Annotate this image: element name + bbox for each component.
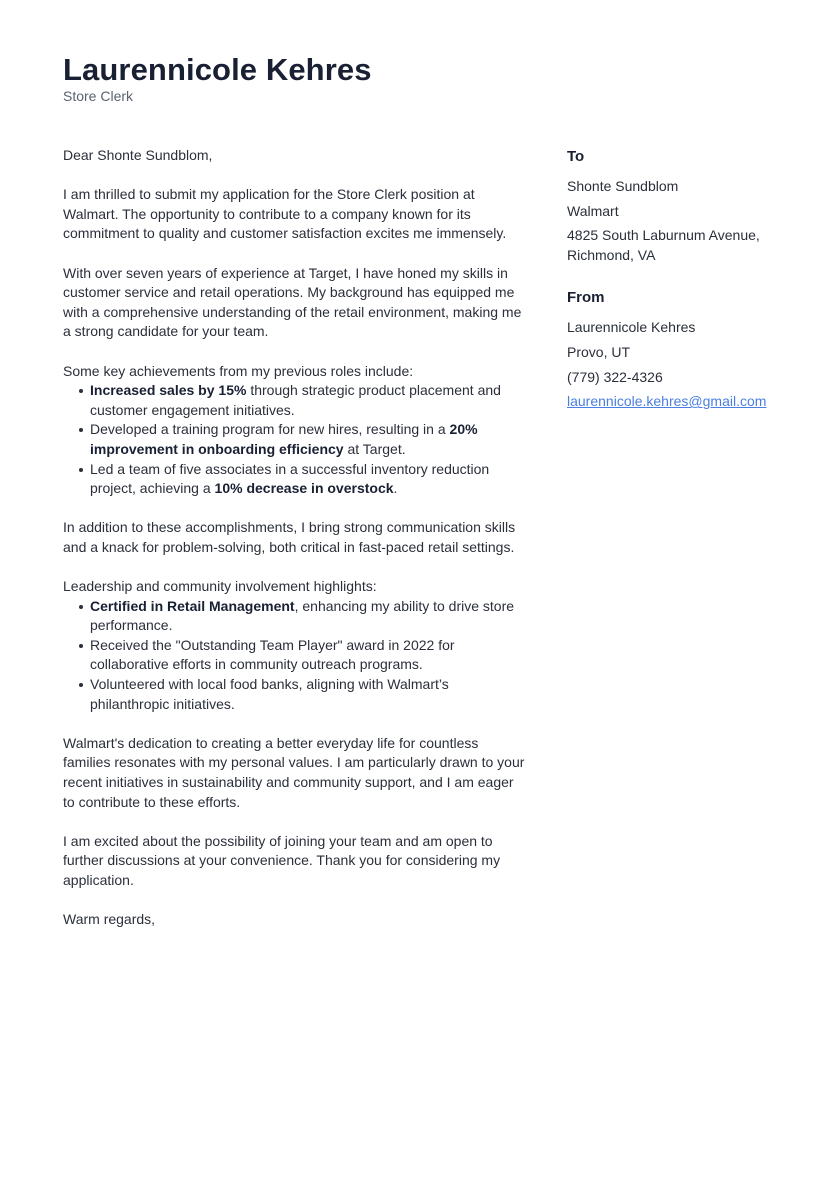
sender-heading: From [567,289,605,307]
recipient-name: Shonte Sundblom [567,178,679,194]
achievement-item [90,460,525,499]
leadership-item [90,597,525,636]
achievement-text: . [393,480,398,497]
recipient-address: 4825 South Laburnum Avenue, Richmond, VA [567,227,760,263]
achievement-text: Led a team of five associates in a successful inventory reduction project, achieving a [90,460,490,497]
applicant-job-title: Store Clerk [63,88,134,104]
sender-email-link[interactable]: laurennicole.kehres@gmail.com [567,393,767,410]
recipient-company: Walmart [567,202,619,219]
achievement-highlight: 20% improvement in onboarding efficiency [90,421,478,457]
achievement-item [90,381,525,420]
paragraph-values: Walmart's dedication to creating a better everyday life for countless families resonates with my personal values. I am particularly drawn to your recent initiatives in sustainability and community support, and I am eager to contribute to these efforts. [63,734,525,810]
letter-header [63,52,372,104]
paragraph-intro: I am thrilled to submit my application for the Store Clerk position at Walmart. The opportunity to contribute to a company known for its commitment to quality and customer satisfaction excites me immensely. [63,186,507,242]
leadership-item [90,636,525,675]
leadership-text: Volunteered with local food banks, aligning with Walmart’s philanthropic initiatives. [90,676,449,712]
achievements-intro: Some key achievements from my previous roles include: [63,362,414,379]
achievement-item [90,420,525,459]
applicant-name: Laurennicole Kehres [63,52,372,87]
leadership-highlight: Certified in Retail Management [90,597,295,614]
letter-body [63,146,525,949]
leadership-item [90,675,525,714]
achievement-text: through strategic product placement and customer engagement initiatives. [90,382,501,418]
achievement-highlight: 10% decrease in overstock [214,480,394,497]
achievement-text: at Target. [343,440,406,457]
achievement-highlight: Increased sales by 15% [90,382,247,399]
paragraph-skills: In addition to these accomplishments, I bring strong communication skills and a knack for problem-solving, both critical in fast-paced retail settings. [63,519,516,555]
paragraph-experience: With over seven years of experience at Target, I have honed my skills in customer service and retail operations. My background has equipped me with a comprehensive understanding of the retail environment, making me a strong candidate for your team. [63,264,522,340]
leadership-text: , enhancing my ability to drive store performance. [90,597,515,634]
recipient-heading: To [567,148,585,165]
leadership-text: Received the "Outstanding Team Player" award in 2022 for collaborative efforts in community outreach programs. [90,636,455,673]
contact-sidebar [567,146,787,434]
sender-location: Provo, UT [567,343,631,360]
paragraph-closing: I am excited about the possibility of joining your team and am open to further discussions at your convenience. Thank you for considering my application. [63,832,501,888]
sign-off: Warm regards, [63,911,156,928]
recipient-section [567,146,787,265]
leadership-list [63,597,525,715]
achievement-text: Developed a training program for new hires, resulting in a [90,421,450,438]
sender-name: Laurennicole Kehres [567,319,696,336]
sender-section [567,287,787,411]
sender-phone: (779) 322-4326 [567,368,663,385]
leadership-intro: Leadership and community involvement highlights: [63,578,377,595]
greeting: Dear Shonte Sundblom, [63,147,213,163]
achievements-list [63,381,525,499]
